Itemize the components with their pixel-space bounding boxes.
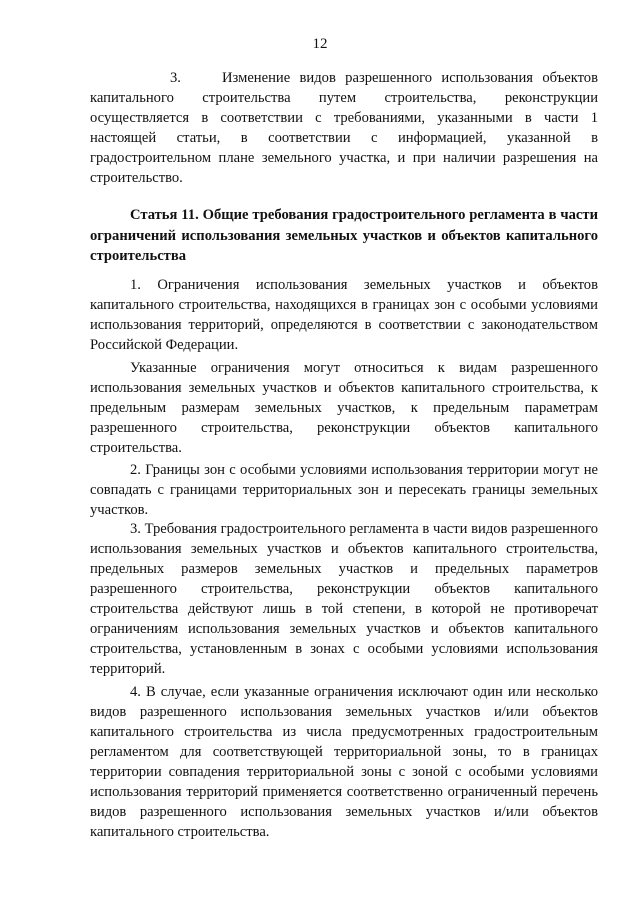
intro-item-text: Изменение видов разрешенного использования объектов капитального строительства путем строительства, реконструкции осуществляется в соответствии с требованиями, указанными в части 1 настоящей статьи, в соответствии с информацией, указанной в градостроительном плане земельного участка, и при наличии разрешения на строительство. [90, 70, 598, 186]
paragraph-1-continuation: Указанные ограничения могут относиться к видам разрешенного использования земельных участков и объектов капитального строительства, к предельным размерам земельных участков, к предельным параметрам разрешенного строительства, реконструкции объектов капитального строительства. [90, 360, 598, 456]
intro-item-number: 3. [170, 70, 181, 86]
paragraph-1: 1. Ограничения использования земельных участков и объектов капитального строительства, находящихся в границах зон с особыми условиями использования территорий, определяются в соответствии с законодательством Российской Федерации. [90, 277, 598, 353]
paragraph-3: 3. Требования градостроительного регламента в части видов разрешенного использования земельных участков и объектов капитального строительства, предельных размеров земельных участков и предельных параметров разрешенного строительства, реконструкции объектов капитального строительства действуют лишь в той степени, в которой не противоречат ограничениям использования земельных участков и объектов капитального строительства, установленным в зонах с особыми условиями использования территорий. [90, 521, 598, 677]
intro-paragraph [90, 68, 598, 188]
article-heading: Статья 11. Общие требования градостроительного регламента в части ограничений использования земельных участков и объектов капитального строительства [90, 207, 598, 264]
paragraph-4: 4. В случае, если указанные ограничения исключают один или несколько видов разрешенного использования земельных участков и/или объектов капитального строительства из числа предусмотренных градостроительным регламентом для соответствующей территориальной зоны, то в границах территории совпадения территориальной зоны с зоной с особыми условиями использования территорий применяется соответственно ограниченный перечень видов разрешенного использования земельных участков и/или объектов капитального строительства. [90, 684, 598, 840]
page-number: 12 [312, 36, 328, 52]
paragraph-2: 2. Границы зон с особыми условиями использования территории могут не совпадать с границами территориальных зон и пересекать границы земельных участков. [90, 462, 598, 518]
